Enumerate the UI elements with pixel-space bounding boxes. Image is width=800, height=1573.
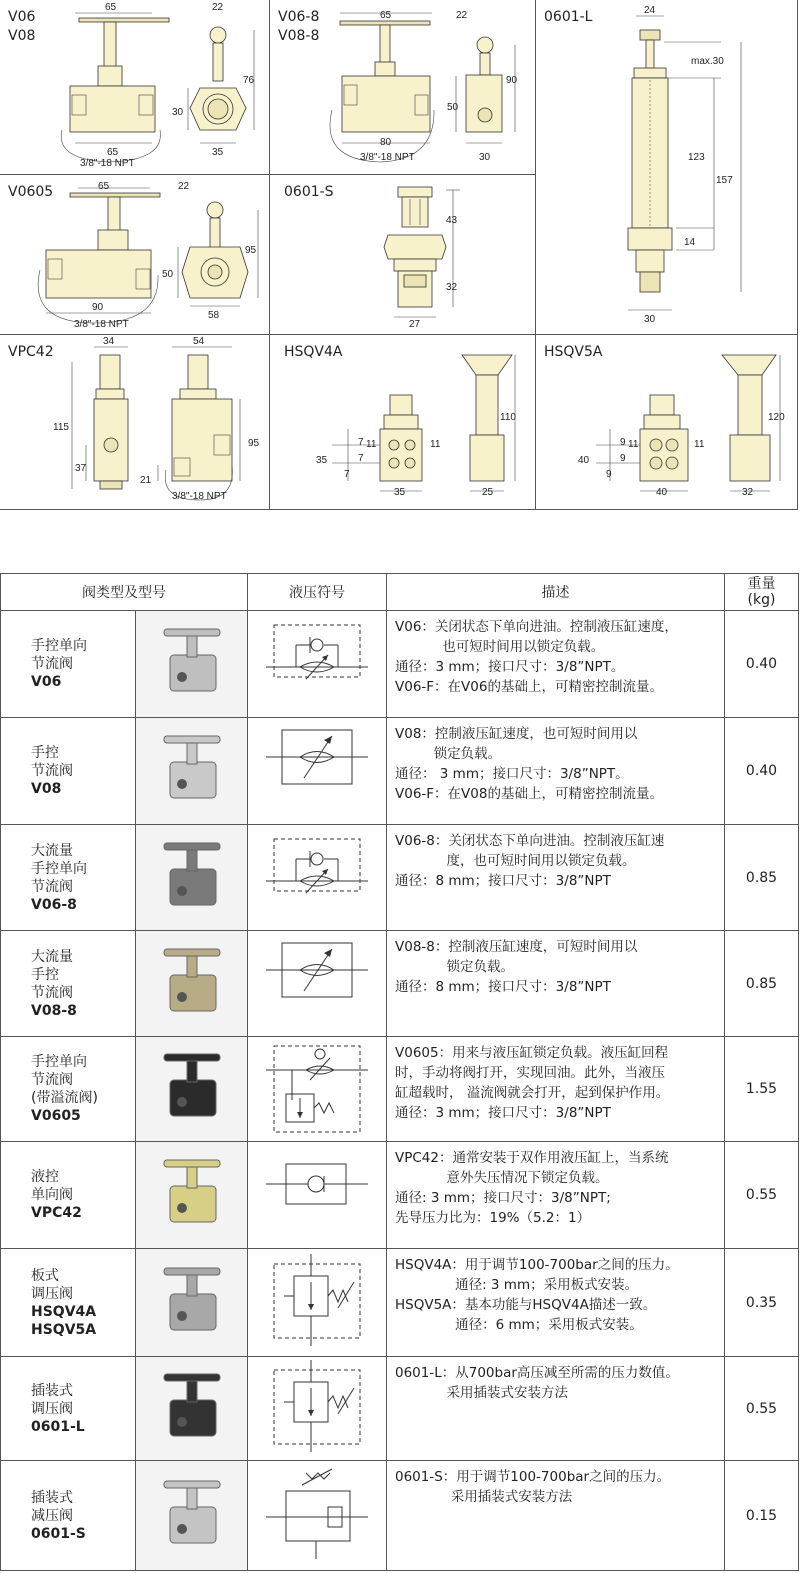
description-line: 采用插装式安装方法 (395, 1489, 573, 1505)
svg-text:35: 35 (394, 487, 406, 498)
description-cell (387, 718, 725, 825)
weight-cell: 0.85 (725, 825, 799, 931)
table-row (1, 611, 799, 718)
description-line: V06：关闭状态下单向进油。控制液压缸速度， (395, 619, 678, 635)
description-line: 度，也可短时间用以锁定负载。 (395, 853, 636, 869)
svg-text:65: 65 (105, 2, 117, 13)
svg-text:95: 95 (245, 245, 257, 256)
valve-type-name: (带溢流阀) (31, 1090, 98, 1106)
svg-text:35: 35 (212, 147, 224, 158)
product-photo-image (142, 1042, 242, 1132)
valve-type-name: 节流阀 (31, 656, 73, 672)
drawing-v06-8 (270, 0, 536, 175)
table-row (1, 1249, 799, 1357)
svg-text:7: 7 (344, 469, 350, 480)
valve-type-name: 大流量 (31, 948, 73, 965)
svg-text:9: 9 (606, 469, 612, 480)
description-cell (387, 1037, 725, 1142)
valve-model: V06 (31, 674, 62, 690)
weight-cell: 0.15 (725, 1461, 799, 1571)
product-photo (136, 931, 248, 1037)
check-throttle-relief-symbol (266, 1040, 368, 1134)
svg-text:65: 65 (107, 147, 119, 158)
svg-text:22: 22 (178, 181, 190, 192)
product-photo (136, 1249, 248, 1357)
throttle-symbol (266, 722, 368, 816)
valve-model: V0605 (31, 1108, 81, 1124)
hydraulic-symbol-cell (248, 1357, 387, 1461)
header-weight: 重量 (kg) (725, 574, 799, 611)
product-photo (136, 1357, 248, 1461)
valve-type-name: 节流阀 (31, 763, 73, 779)
hydraulic-symbol-cell (248, 718, 387, 825)
valve-model: 0601-L (31, 1418, 85, 1435)
svg-text:34: 34 (103, 336, 115, 347)
description-cell (387, 1357, 725, 1461)
valve-type-name: 插装式 (31, 1489, 73, 1506)
description-line: V0605：用来与液压缸锁定负载。液压缸回程 (395, 1045, 669, 1061)
product-photo (136, 611, 248, 718)
svg-text:14: 14 (684, 237, 696, 248)
svg-text:32: 32 (446, 282, 458, 293)
svg-text:76: 76 (243, 75, 255, 86)
valve-model: VPC42 (31, 1205, 82, 1221)
valve-spec-table (0, 573, 799, 1571)
drawing-label: V06-8 V08-8 (278, 9, 320, 44)
svg-text:50: 50 (447, 102, 459, 113)
drawing-0601-l (536, 0, 798, 335)
svg-text:32: 32 (742, 487, 754, 498)
valve-type-name: 调压阀 (31, 1400, 73, 1417)
valve-type-name: 单向阀 (31, 1187, 73, 1203)
valve-type-name: 手控单向 (31, 1054, 87, 1070)
valve-type-name: 大流量 (31, 842, 73, 859)
svg-text:95: 95 (248, 438, 260, 449)
svg-text:max.30: max.30 (691, 56, 724, 67)
valve-type-cell (1, 1142, 136, 1249)
hydraulic-symbol-cell (248, 825, 387, 931)
description-line: 通径： 3 mm；接口尺寸：3/8”NPT。 (395, 766, 629, 782)
pressure-regulator-symbol (266, 1360, 368, 1454)
valve-type-name: 手控 (31, 966, 59, 983)
svg-text:65: 65 (98, 181, 110, 192)
description-line: 先导压力比为：19%（5.2：1） (395, 1210, 591, 1226)
product-photo-image (142, 617, 242, 707)
svg-text:58: 58 (208, 310, 220, 321)
valve-type-cell (1, 1357, 136, 1461)
weight-cell: 0.40 (725, 718, 799, 825)
check-throttle-symbol (266, 829, 368, 923)
svg-text:3/8"-18 NPT: 3/8"-18 NPT (80, 158, 135, 169)
description-line: 0601-S：用于调节100-700bar之间的压力。 (395, 1469, 671, 1485)
svg-text:54: 54 (193, 336, 205, 347)
description-line: 通径：6 mm；采用板式安装。 (395, 1317, 643, 1333)
svg-text:25: 25 (482, 487, 494, 498)
svg-text:30: 30 (479, 152, 491, 163)
svg-text:90: 90 (506, 75, 518, 86)
description-cell (387, 931, 725, 1037)
svg-text:27: 27 (409, 319, 421, 330)
description-line: V06-F：在V06的基础上，可精密控制流量。 (395, 679, 663, 695)
svg-text:24: 24 (644, 5, 656, 16)
valve-type-name: 插装式 (31, 1382, 73, 1399)
valve-type-name: 板式 (31, 1267, 59, 1284)
weight-cell: 0.55 (725, 1357, 799, 1461)
svg-text:123: 123 (688, 152, 705, 163)
table-row (1, 931, 799, 1037)
description-line: 也可短时间用以锁定负载。 (395, 639, 605, 655)
product-photo-image (142, 1256, 242, 1346)
valve-type-name: 液控 (31, 1169, 59, 1185)
check-throttle-symbol (266, 615, 368, 709)
valve-type-name: 节流阀 (31, 984, 73, 1001)
description-line: 通径：3 mm；接口尺寸：3/8”NPT。 (395, 659, 625, 675)
hydraulic-symbol-cell (248, 1249, 387, 1357)
drawing-hsqv4a (270, 335, 536, 510)
valve-type-name: 节流阀 (31, 1072, 73, 1088)
description-line: 通径：3 mm；接口尺寸：3/8”NPT (395, 1105, 611, 1121)
svg-text:9: 9 (620, 453, 626, 464)
svg-text:90: 90 (92, 302, 104, 313)
table-row (1, 1461, 799, 1571)
svg-text:40: 40 (578, 455, 590, 466)
valve-model: V06-8 (31, 896, 77, 913)
svg-text:157: 157 (716, 175, 733, 186)
dimension-drawings (0, 0, 800, 510)
valve-type-name: 减压阀 (31, 1507, 73, 1524)
product-photo (136, 1461, 248, 1571)
drawing-label: VPC42 (8, 344, 54, 360)
product-photo-image (142, 1362, 242, 1452)
description-line: VPC42：通常安装于双作用液压缸上，当系统 (395, 1150, 669, 1166)
product-photo-image (142, 1148, 242, 1238)
drawing-hsqv5a (536, 335, 798, 510)
svg-text:22: 22 (212, 2, 224, 13)
svg-text:22: 22 (456, 10, 468, 21)
description-line: V06-F：在V08的基础上，可精密控制流量。 (395, 786, 663, 802)
description-line: HSQV4A：用于调节100-700bar之间的压力。 (395, 1257, 679, 1273)
product-photo-image (142, 831, 242, 921)
svg-text:115: 115 (53, 422, 69, 433)
valve-type-name: 节流阀 (31, 878, 73, 895)
description-line: 0601-L：从700bar高压减至所需的压力数值。 (395, 1365, 679, 1381)
svg-text:30: 30 (644, 314, 656, 325)
description-line: 锁定负载。 (395, 959, 514, 975)
drawing-label: 0601-S (284, 184, 334, 200)
product-photo (136, 718, 248, 825)
description-line: 锁定负载。 (395, 746, 502, 762)
table-row (1, 718, 799, 825)
svg-text:110: 110 (500, 412, 516, 423)
description-line: V08：控制液压缸速度，也可短时间用以 (395, 726, 638, 742)
svg-text:11: 11 (628, 439, 639, 450)
hydraulic-symbol-cell (248, 611, 387, 718)
svg-text:120: 120 (768, 412, 785, 423)
svg-text:80: 80 (380, 137, 392, 148)
valve-type-name: 手控 (31, 745, 59, 761)
valve-type-cell (1, 825, 136, 931)
svg-text:65: 65 (380, 10, 392, 21)
description-line: HSQV5A：基本功能与HSQV4A描述一致。 (395, 1297, 657, 1313)
valve-type-cell (1, 718, 136, 825)
description-cell (387, 1142, 725, 1249)
table-row (1, 825, 799, 931)
header-symbol: 液压符号 (248, 574, 387, 611)
valve-model: V08 (31, 781, 62, 797)
description-line: 缸超载时， 溢流阀就会打开，起到保护作用。 (395, 1085, 670, 1101)
pilot-check-symbol (266, 1146, 368, 1240)
header-desc: 描述 (387, 574, 725, 611)
svg-text:50: 50 (162, 269, 174, 280)
valve-type-cell (1, 1037, 136, 1142)
description-line: 通径: 3 mm；采用板式安装。 (395, 1277, 639, 1293)
svg-text:9: 9 (620, 437, 626, 448)
drawing-label: V06 V08 (8, 9, 36, 44)
valve-model: V08-8 (31, 1002, 77, 1019)
svg-text:3/8"-18 NPT: 3/8"-18 NPT (74, 319, 129, 330)
svg-text:30: 30 (172, 107, 184, 118)
weight-cell: 0.55 (725, 1142, 799, 1249)
description-line: 通径：8 mm；接口尺寸：3/8”NPT (395, 979, 611, 995)
description-line: 采用插装式安装方法 (395, 1385, 568, 1401)
description-line: V08-8：控制液压缸速度，可短时间用以 (395, 939, 638, 955)
svg-text:3/8"-18 NPT: 3/8"-18 NPT (360, 152, 415, 163)
svg-text:7: 7 (358, 437, 364, 448)
weight-cell: 0.35 (725, 1249, 799, 1357)
description-cell (387, 1461, 725, 1571)
header-type: 阀类型及型号 (1, 574, 248, 611)
weight-cell: 0.85 (725, 931, 799, 1037)
product-photo-image (142, 937, 242, 1027)
valve-type-cell (1, 611, 136, 718)
hydraulic-symbol-cell (248, 1461, 387, 1571)
product-photo (136, 1142, 248, 1249)
description-cell (387, 825, 725, 931)
valve-type-name: 手控单向 (31, 638, 87, 654)
drawing-vpc42 (0, 335, 270, 510)
table-header-row (1, 574, 799, 611)
svg-text:7: 7 (358, 453, 364, 464)
svg-text:21: 21 (140, 475, 152, 486)
svg-text:11: 11 (694, 439, 705, 450)
pressure-regulator-symbol (266, 1254, 368, 1348)
valve-type-cell (1, 1249, 136, 1357)
product-photo (136, 1037, 248, 1142)
description-line: 时，手动将阀打开，实现回油。此外，当液压 (395, 1065, 665, 1081)
description-line: 通径: 3 mm；接口尺寸：3/8”NPT; (395, 1190, 611, 1206)
description-cell (387, 1249, 725, 1357)
svg-text:43: 43 (446, 215, 458, 226)
drawing-label: HSQV4A (284, 344, 343, 360)
svg-text:37: 37 (75, 463, 87, 474)
hydraulic-symbol-cell (248, 931, 387, 1037)
drawing-label: 0601-L (544, 9, 593, 25)
drawing-0601-s (270, 175, 536, 335)
svg-text:11: 11 (430, 439, 441, 450)
valve-type-name: 手控单向 (31, 860, 87, 877)
description-line: V06-8：关闭状态下单向进油。控制液压缸速 (395, 833, 665, 849)
drawing-v0605 (0, 175, 270, 335)
throttle-symbol (266, 935, 368, 1029)
product-photo-image (142, 724, 242, 814)
description-line: 通径：8 mm；接口尺寸：3/8”NPT (395, 873, 611, 889)
svg-text:40: 40 (656, 487, 668, 498)
description-line: 意外失压情况下锁定负载。 (395, 1170, 609, 1186)
drawing-label: V0605 (8, 184, 54, 200)
weight-cell: 1.55 (725, 1037, 799, 1142)
drawing-label: HSQV5A (544, 344, 603, 360)
valve-type-name: 调压阀 (31, 1285, 73, 1302)
weight-cell: 0.40 (725, 611, 799, 718)
pressure-reducing-symbol (266, 1467, 368, 1561)
table-row (1, 1142, 799, 1249)
svg-text:11: 11 (366, 439, 377, 450)
valve-model: 0601-S (31, 1525, 86, 1542)
table-row (1, 1037, 799, 1142)
hydraulic-symbol-cell (248, 1037, 387, 1142)
svg-text:35: 35 (316, 455, 328, 466)
svg-text:3/8"-18 NPT: 3/8"-18 NPT (172, 491, 227, 502)
description-cell (387, 611, 725, 718)
valve-model: HSQV4A HSQV5A (31, 1303, 97, 1338)
table-row (1, 1357, 799, 1461)
valve-type-cell (1, 931, 136, 1037)
valve-type-cell (1, 1461, 136, 1571)
hydraulic-symbol-cell (248, 1142, 387, 1249)
product-photo-image (142, 1469, 242, 1559)
product-photo (136, 825, 248, 931)
drawing-v06 (0, 0, 270, 175)
